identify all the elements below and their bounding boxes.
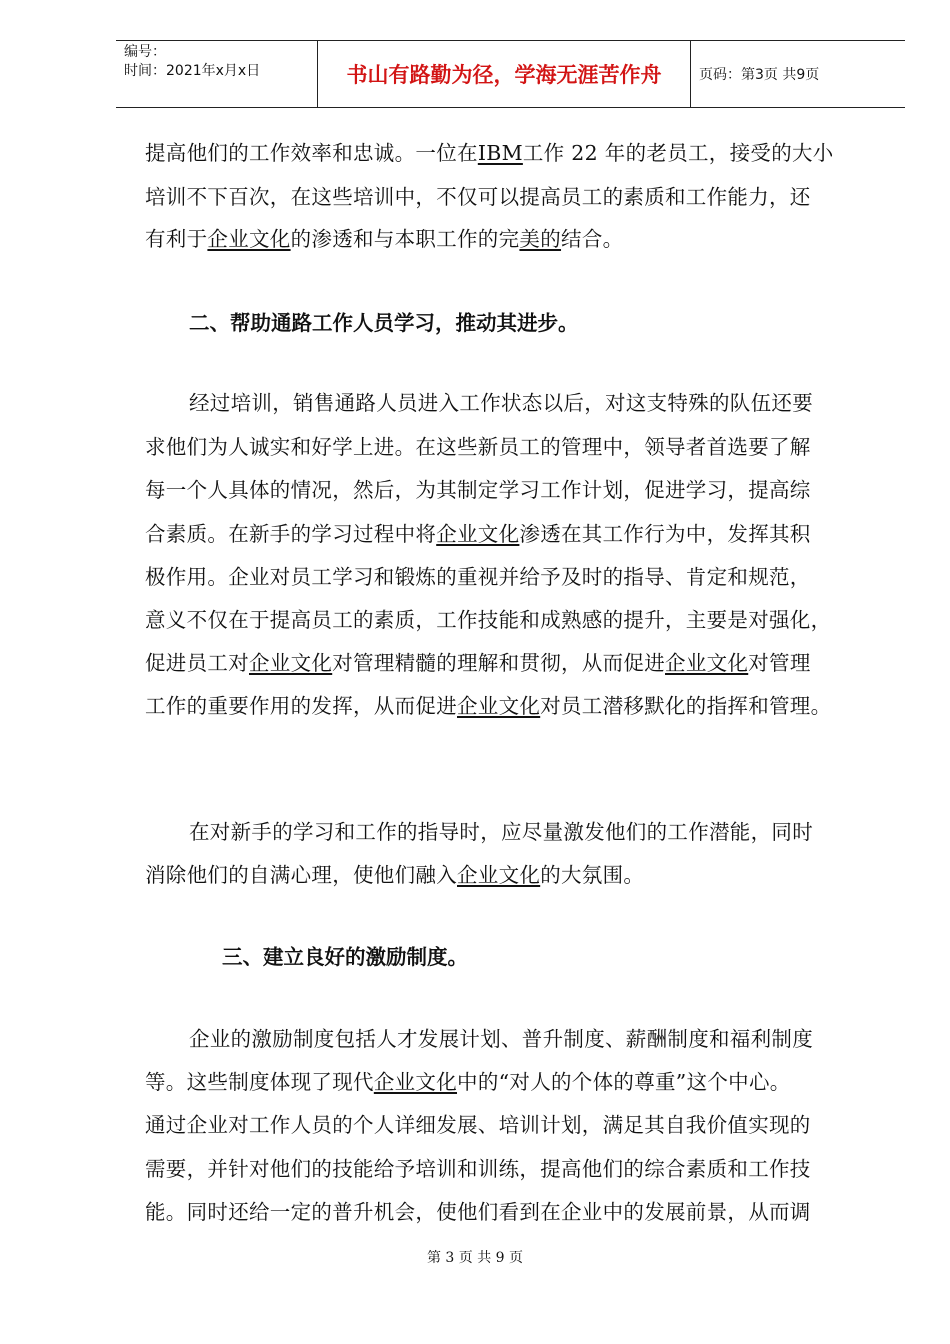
section-heading-2: 二、帮助通路工作人员学习，推动其进步。: [189, 311, 579, 335]
underlined-term: 企业文化: [207, 227, 291, 251]
paragraph-4-line: [189, 1022, 813, 1052]
paragraph-1-line: [145, 180, 811, 210]
header-meta: [116, 41, 317, 107]
text-segment: 渗透在其工作行为中，发挥其积: [519, 522, 811, 546]
paragraph-3-line: [189, 815, 813, 845]
text-segment: 合素质。在新手的学习过程中将: [145, 522, 437, 546]
underlined-term: 企业文化: [665, 651, 749, 675]
paragraph-2-line: [189, 386, 813, 416]
text-segment: 结合。: [561, 227, 624, 251]
text-segment: 工作的重要作用的发挥，从而促进: [145, 694, 457, 718]
text-segment: 消除他们的自满心理，使他们融入: [145, 863, 457, 887]
text-segment: 通过企业对工作人员的个人详细发展、培训计划，满足其自我价值实现的: [145, 1113, 811, 1137]
time-label: 时间：2021年x月x日: [124, 63, 261, 79]
text-segment: 对管理精髓的理解和贯彻，从而促进: [332, 651, 666, 675]
text-segment: 的大氛围。: [540, 863, 645, 887]
text-segment: 对管理: [748, 651, 811, 675]
underlined-term: IBM: [477, 141, 523, 165]
text-segment: 企业的激励制度包括人才发展计划、普升制度、薪酬制度和福利制度: [189, 1027, 813, 1051]
text-segment: 培训不下百次，在这些培训中，不仅可以提高员工的素质和工作能力，还: [145, 185, 811, 209]
underlined-term: 企业文化: [457, 863, 541, 887]
text-segment: 极作用。企业对员工学习和锻炼的重视并给予及时的指导、肯定和规范，: [145, 565, 811, 589]
text-segment: 的渗透和与本职工作的完: [290, 227, 520, 251]
text-segment: 经过培训，销售通路人员进入工作状态以后，对这支特殊的队伍还要: [189, 391, 813, 415]
underlined-term: 企业文化: [457, 694, 541, 718]
text-segment: 求他们为人诚实和好学上进。在这些新员工的管理中，领导者首选要了解: [145, 435, 811, 459]
underlined-term: 企业文化: [249, 651, 333, 675]
page-info: 页码：第3页 共9页: [699, 67, 820, 83]
paragraph-2-line: [145, 689, 831, 719]
text-segment: 等。这些制度体现了现代: [145, 1070, 374, 1094]
text-segment: 意义不仅在于提高员工的素质，工作技能和成熟感的提升，主要是对强化，: [145, 608, 832, 632]
page-footer: 第 3 页 共 9 页: [426, 1250, 524, 1266]
paragraph-2-line: [145, 430, 811, 460]
text-segment: 有利于: [145, 227, 208, 251]
text-segment: 工作 22 年的老员工，接受的大小: [522, 141, 834, 165]
motto: 书山有路勤为径，学海无涯苦作舟: [317, 41, 691, 107]
paragraph-2-line: [145, 646, 811, 676]
text-segment: 对员工潜移默化的指挥和管理。: [540, 694, 832, 718]
paragraph-1-line: [145, 136, 834, 166]
paragraph-4-line: [145, 1195, 811, 1225]
paragraph-2-line: [145, 473, 811, 503]
text-segment: 能。同时还给一定的普升机会，使他们看到在企业中的发展前景，从而调: [145, 1200, 811, 1224]
text-segment: 提高他们的工作效率和忠诚。一位在: [145, 141, 478, 165]
number-label: 编号：: [124, 44, 166, 60]
paragraph-1-line: [145, 222, 623, 252]
text-segment: 每一个人具体的情况，然后，为其制定学习工作计划，促进学习，提高综: [145, 478, 811, 502]
underlined-term: 企业文化: [436, 522, 520, 546]
section-heading-3: 三、建立良好的激励制度。: [222, 945, 468, 969]
text-segment: 促进员工对: [145, 651, 249, 675]
paragraph-4-line: [145, 1108, 811, 1138]
paragraph-2-line: [145, 560, 811, 590]
text-segment: 中的“对人的个体的尊重”这个中心。: [457, 1070, 791, 1094]
underlined-term: 企业文化: [373, 1070, 458, 1094]
text-segment: 在对新手的学习和工作的指导时，应尽量激发他们的工作潜能，同时: [189, 820, 813, 844]
paragraph-3-line: [145, 858, 644, 888]
header-table: [116, 40, 905, 108]
paragraph-2-line: [145, 603, 831, 633]
text-segment: 需要，并针对他们的技能给予培训和训练，提高他们的综合素质和工作技: [145, 1157, 811, 1181]
paragraph-4-line: [145, 1065, 791, 1095]
underlined-term: 美的: [519, 227, 562, 251]
paragraph-2-line: [145, 517, 811, 547]
paragraph-4-line: [145, 1152, 811, 1182]
